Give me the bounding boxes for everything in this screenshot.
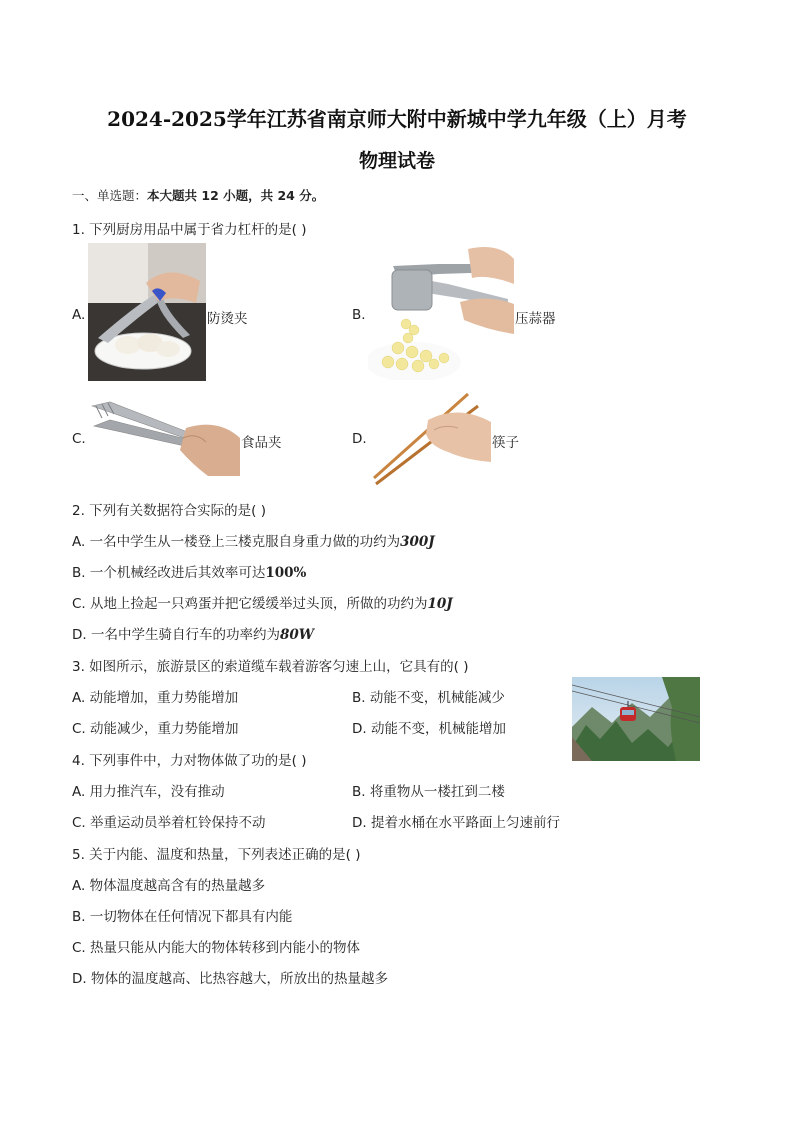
food-tongs-photo: [88, 398, 240, 476]
q1-option-d-label: 筷子: [492, 435, 519, 451]
exam-subtitle: 物理试卷: [358, 150, 435, 172]
q2-option-d-text: D. 一名中学生骑自行车的功率约为: [72, 627, 280, 643]
q2-stem: 2. 下列有关数据符合实际的是( ): [72, 503, 266, 519]
q1-stem: 1. 下列厨房用品中属于省力杠杆的是( ): [72, 222, 307, 238]
q3-option-b: B. 动能不变，机械能减少: [352, 690, 505, 706]
q1-option-c-letter: C.: [72, 431, 86, 447]
q2-option-b-text: B. 一个机械经改进后其效率可达: [72, 565, 266, 581]
q3-option-d: D. 动能不变，机械能增加: [352, 721, 506, 737]
q4-option-a: A. 用力推汽车，没有推动: [72, 784, 225, 800]
q2-option-a-text: A. 一名中学生从一楼登上三楼克服自身重力做的功约为: [72, 534, 401, 550]
q5-option-d: D. 物体的温度越高、比热容越大，所放出的热量越多: [72, 971, 388, 987]
q1-option-a-label: 防烫夹: [207, 311, 248, 327]
q2-option-a: [72, 530, 435, 550]
q5-option-c: C. 热量只能从内能大的物体转移到内能小的物体: [72, 940, 361, 956]
q1-option-b-label: 压蒜器: [515, 311, 556, 327]
q1-option-b-letter: B.: [352, 307, 366, 323]
q4-stem: 4. 下列事件中，力对物体做了功的是( ): [72, 753, 307, 769]
q2-option-b-value: 100%: [265, 565, 307, 581]
q5-option-b: B. 一切物体在任何情况下都具有内能: [72, 909, 293, 925]
q1-option-c-label: 食品夹: [241, 435, 282, 451]
q2-option-c-text: C. 从地上捡起一只鸡蛋并把它缓缓举过头顶，所做的功约为: [72, 596, 428, 612]
section-desc: 本大题共 12 小题，共 24 分。: [147, 188, 325, 203]
q5-option-a: A. 物体温度越高含有的热量越多: [72, 878, 266, 894]
garlic-press-photo: [368, 244, 514, 380]
q2-option-c-value: 10J: [427, 596, 453, 612]
cable-car-photo: [572, 677, 700, 761]
q1-option-a-letter: A.: [72, 307, 86, 323]
q2-option-a-value: 300J: [400, 534, 435, 550]
exam-title: 2024-2025学年江苏省南京师大附中新城中学九年级（上）月考: [107, 107, 687, 131]
q4-option-c: C. 举重运动员举着杠铃保持不动: [72, 815, 266, 831]
q2-option-d: [72, 623, 314, 643]
q1-option-d-letter: D.: [352, 431, 367, 447]
q2-option-c: [72, 592, 453, 612]
q3-option-a: A. 动能增加，重力势能增加: [72, 690, 239, 706]
section-prefix: 一、单选题：: [72, 188, 148, 203]
chopsticks-photo: [368, 390, 491, 488]
dish-clip-photo: [88, 243, 206, 381]
q2-option-b: [72, 561, 306, 581]
q3-option-c: C. 动能减少，重力势能增加: [72, 721, 239, 737]
q2-option-d-value: 80W: [279, 627, 314, 643]
q4-option-b: B. 将重物从一楼扛到二楼: [352, 784, 505, 800]
section-heading: [72, 186, 324, 204]
q5-stem: 5. 关于内能、温度和热量，下列表述正确的是( ): [72, 847, 361, 863]
q3-stem: 3. 如图所示，旅游景区的索道缆车载着游客匀速上山，它具有的( ): [72, 659, 469, 675]
q4-option-d: D. 提着水桶在水平路面上匀速前行: [352, 815, 560, 831]
